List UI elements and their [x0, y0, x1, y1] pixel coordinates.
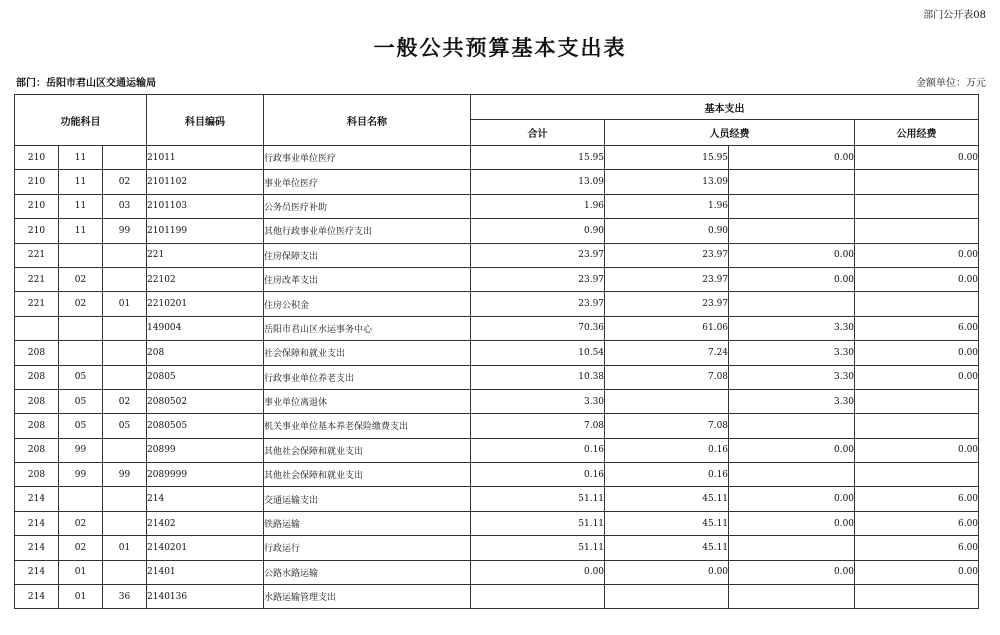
form-number: 部门公开表08: [923, 10, 986, 21]
public-cell: [729, 414, 855, 438]
header-personnel: 人员经费: [605, 120, 855, 146]
subject-code-cell: 2101199: [147, 219, 264, 243]
public-cell: 0.00: [729, 243, 855, 267]
subject-code-cell: 21401: [147, 560, 264, 584]
func-subitem-cell: [103, 146, 147, 170]
func-subitem-cell: [103, 267, 147, 291]
total-cell: 15.95: [471, 146, 605, 170]
func-class-cell: 221: [15, 243, 59, 267]
func-subitem-cell: 02: [103, 389, 147, 413]
public-expense-cell: 0.00: [855, 341, 979, 365]
header-func-subject: 功能科目: [15, 95, 147, 146]
total-cell: 10.38: [471, 365, 605, 389]
total-cell: 3.30: [471, 389, 605, 413]
func-subitem-cell: [103, 487, 147, 511]
subject-code-cell: 21011: [147, 146, 264, 170]
func-subitem-cell: 01: [103, 292, 147, 316]
func-class-cell: 210: [15, 194, 59, 218]
table-row: [15, 219, 979, 243]
public-expense-cell: 0.00: [855, 267, 979, 291]
func-item-cell: 05: [59, 414, 103, 438]
func-class-cell: 208: [15, 438, 59, 462]
personnel-cell: 23.97: [605, 243, 729, 267]
subject-name-cell: 住房改革支出: [264, 267, 471, 291]
total-cell: 0.16: [471, 463, 605, 487]
func-item-cell: [59, 487, 103, 511]
subject-name-cell: 其他社会保障和就业支出: [264, 463, 471, 487]
subject-name-cell: 其他行政事业单位医疗支出: [264, 219, 471, 243]
subject-name-cell: 机关事业单位基本养老保险缴费支出: [264, 414, 471, 438]
subject-name-cell: 公务员医疗补助: [264, 194, 471, 218]
func-subitem-cell: [103, 243, 147, 267]
subject-name-cell: 行政运行: [264, 536, 471, 560]
func-class-cell: 214: [15, 585, 59, 609]
table-row: [15, 170, 979, 194]
table-row: [15, 341, 979, 365]
table-row: [15, 146, 979, 170]
func-subitem-cell: 05: [103, 414, 147, 438]
subject-code-cell: 21402: [147, 511, 264, 535]
func-item-cell: 11: [59, 146, 103, 170]
table-row: [15, 194, 979, 218]
subject-code-cell: 2140201: [147, 536, 264, 560]
table-row: [15, 438, 979, 462]
func-class-cell: 210: [15, 170, 59, 194]
table-row: [15, 585, 979, 609]
func-subitem-cell: 36: [103, 585, 147, 609]
total-cell: 0.16: [471, 438, 605, 462]
subject-code-cell: 22102: [147, 267, 264, 291]
public-expense-cell: [855, 585, 979, 609]
header-total: 合计: [471, 120, 605, 146]
subject-code-cell: 20899: [147, 438, 264, 462]
func-subitem-cell: [103, 365, 147, 389]
public-cell: 0.00: [729, 511, 855, 535]
func-class-cell: 208: [15, 389, 59, 413]
public-expense-cell: 0.00: [855, 438, 979, 462]
func-class-cell: 221: [15, 267, 59, 291]
total-cell: 70.36: [471, 316, 605, 340]
personnel-cell: 7.08: [605, 414, 729, 438]
func-subitem-cell: 02: [103, 170, 147, 194]
table-body: [15, 146, 979, 609]
func-class-cell: 208: [15, 463, 59, 487]
personnel-cell: 1.96: [605, 194, 729, 218]
func-class-cell: 208: [15, 365, 59, 389]
func-class-cell: 210: [15, 146, 59, 170]
func-item-cell: 11: [59, 194, 103, 218]
func-subitem-cell: [103, 438, 147, 462]
personnel-cell: 7.08: [605, 365, 729, 389]
subject-name-cell: 岳阳市君山区水运事务中心: [264, 316, 471, 340]
public-cell: [729, 585, 855, 609]
public-expense-cell: 0.00: [855, 243, 979, 267]
func-item-cell: 02: [59, 511, 103, 535]
subject-name-cell: 铁路运输: [264, 511, 471, 535]
public-expense-cell: 6.00: [855, 487, 979, 511]
total-cell: 51.11: [471, 487, 605, 511]
public-expense-cell: [855, 414, 979, 438]
func-class-cell: 208: [15, 414, 59, 438]
func-subitem-cell: [103, 341, 147, 365]
func-item-cell: 99: [59, 463, 103, 487]
func-item-cell: [59, 243, 103, 267]
public-expense-cell: [855, 194, 979, 218]
public-cell: 0.00: [729, 438, 855, 462]
public-cell: 3.30: [729, 316, 855, 340]
subject-code-cell: 20805: [147, 365, 264, 389]
func-item-cell: 02: [59, 292, 103, 316]
subject-name-cell: 社会保障和就业支出: [264, 341, 471, 365]
total-cell: 51.11: [471, 536, 605, 560]
total-cell: 7.08: [471, 414, 605, 438]
total-cell: 23.97: [471, 267, 605, 291]
total-cell: 0.00: [471, 560, 605, 584]
subject-name-cell: 其他社会保障和就业支出: [264, 438, 471, 462]
subject-name-cell: 水路运输管理支出: [264, 585, 471, 609]
personnel-cell: 23.97: [605, 292, 729, 316]
table-row: [15, 536, 979, 560]
subject-code-cell: 149004: [147, 316, 264, 340]
subject-code-cell: 2210201: [147, 292, 264, 316]
func-class-cell: [15, 316, 59, 340]
personnel-cell: 0.16: [605, 463, 729, 487]
personnel-cell: [605, 389, 729, 413]
func-item-cell: 99: [59, 438, 103, 462]
func-item-cell: 02: [59, 267, 103, 291]
total-cell: 51.11: [471, 511, 605, 535]
personnel-cell: 13.09: [605, 170, 729, 194]
public-expense-cell: 0.00: [855, 146, 979, 170]
func-class-cell: 214: [15, 511, 59, 535]
func-class-cell: 214: [15, 560, 59, 584]
public-cell: 3.30: [729, 389, 855, 413]
header-public: 公用经费: [855, 120, 979, 146]
func-class-cell: 208: [15, 341, 59, 365]
func-subitem-cell: 01: [103, 536, 147, 560]
public-cell: 3.30: [729, 341, 855, 365]
total-cell: 13.09: [471, 170, 605, 194]
personnel-cell: 45.11: [605, 536, 729, 560]
total-cell: [471, 585, 605, 609]
table-row: [15, 267, 979, 291]
func-subitem-cell: [103, 511, 147, 535]
public-cell: 0.00: [729, 560, 855, 584]
table-row: [15, 414, 979, 438]
page-title: 一般公共预算基本支出表: [373, 35, 627, 60]
personnel-cell: 15.95: [605, 146, 729, 170]
public-expense-cell: [855, 170, 979, 194]
func-item-cell: 11: [59, 219, 103, 243]
subject-code-cell: 2089999: [147, 463, 264, 487]
public-cell: [729, 194, 855, 218]
func-item-cell: 01: [59, 560, 103, 584]
personnel-cell: 45.11: [605, 487, 729, 511]
subject-name-cell: 公路水路运输: [264, 560, 471, 584]
header-code: 科目编码: [147, 95, 264, 146]
budget-table: [14, 94, 979, 609]
public-cell: 3.30: [729, 365, 855, 389]
public-expense-cell: [855, 463, 979, 487]
public-expense-cell: [855, 219, 979, 243]
subject-name-cell: 事业单位离退休: [264, 389, 471, 413]
public-expense-cell: [855, 389, 979, 413]
func-item-cell: 11: [59, 170, 103, 194]
subject-code-cell: 214: [147, 487, 264, 511]
public-expense-cell: 6.00: [855, 316, 979, 340]
subject-name-cell: 住房公积金: [264, 292, 471, 316]
public-cell: [729, 463, 855, 487]
func-item-cell: [59, 316, 103, 340]
table-row: [15, 365, 979, 389]
public-cell: 0.00: [729, 146, 855, 170]
subject-code-cell: 2101103: [147, 194, 264, 218]
public-cell: 0.00: [729, 487, 855, 511]
subject-code-cell: 221: [147, 243, 264, 267]
public-expense-cell: 6.00: [855, 536, 979, 560]
func-subitem-cell: 99: [103, 463, 147, 487]
personnel-cell: 23.97: [605, 267, 729, 291]
public-cell: [729, 219, 855, 243]
subject-code-cell: 208: [147, 341, 264, 365]
table-row: [15, 243, 979, 267]
func-subitem-cell: [103, 316, 147, 340]
subject-name-cell: 行政事业单位养老支出: [264, 365, 471, 389]
table-row: [15, 389, 979, 413]
department-label: 部门：岳阳市君山区交通运输局: [16, 78, 156, 89]
subject-name-cell: 行政事业单位医疗: [264, 146, 471, 170]
subject-code-cell: 2140136: [147, 585, 264, 609]
personnel-cell: 45.11: [605, 511, 729, 535]
func-subitem-cell: [103, 560, 147, 584]
public-expense-cell: 0.00: [855, 560, 979, 584]
personnel-cell: 61.06: [605, 316, 729, 340]
total-cell: 0.90: [471, 219, 605, 243]
personnel-cell: 0.16: [605, 438, 729, 462]
public-cell: 0.00: [729, 267, 855, 291]
func-subitem-cell: 99: [103, 219, 147, 243]
table-row: [15, 316, 979, 340]
total-cell: 23.97: [471, 243, 605, 267]
func-item-cell: 01: [59, 585, 103, 609]
header-basic-expenditure: 基本支出: [471, 95, 979, 120]
func-class-cell: 214: [15, 536, 59, 560]
func-subitem-cell: 03: [103, 194, 147, 218]
unit-label: 金额单位：万元: [916, 78, 986, 89]
public-cell: [729, 292, 855, 316]
subject-name-cell: 住房保障支出: [264, 243, 471, 267]
public-cell: [729, 170, 855, 194]
func-class-cell: 210: [15, 219, 59, 243]
func-class-cell: 214: [15, 487, 59, 511]
public-expense-cell: [855, 292, 979, 316]
table-row: [15, 560, 979, 584]
public-cell: [729, 536, 855, 560]
table-row: [15, 511, 979, 535]
subject-code-cell: 2080502: [147, 389, 264, 413]
personnel-cell: 0.00: [605, 560, 729, 584]
func-item-cell: [59, 341, 103, 365]
subject-code-cell: 2101102: [147, 170, 264, 194]
func-item-cell: 05: [59, 389, 103, 413]
total-cell: 1.96: [471, 194, 605, 218]
func-item-cell: 02: [59, 536, 103, 560]
table-row: [15, 463, 979, 487]
subject-name-cell: 事业单位医疗: [264, 170, 471, 194]
subject-name-cell: 交通运输支出: [264, 487, 471, 511]
total-cell: 10.54: [471, 341, 605, 365]
func-class-cell: 221: [15, 292, 59, 316]
total-cell: 23.97: [471, 292, 605, 316]
func-item-cell: 05: [59, 365, 103, 389]
table-row: [15, 292, 979, 316]
personnel-cell: 0.90: [605, 219, 729, 243]
table-row: [15, 487, 979, 511]
public-expense-cell: 0.00: [855, 365, 979, 389]
subject-code-cell: 2080505: [147, 414, 264, 438]
public-expense-cell: 6.00: [855, 511, 979, 535]
personnel-cell: [605, 585, 729, 609]
header-name: 科目名称: [264, 95, 471, 146]
personnel-cell: 7.24: [605, 341, 729, 365]
